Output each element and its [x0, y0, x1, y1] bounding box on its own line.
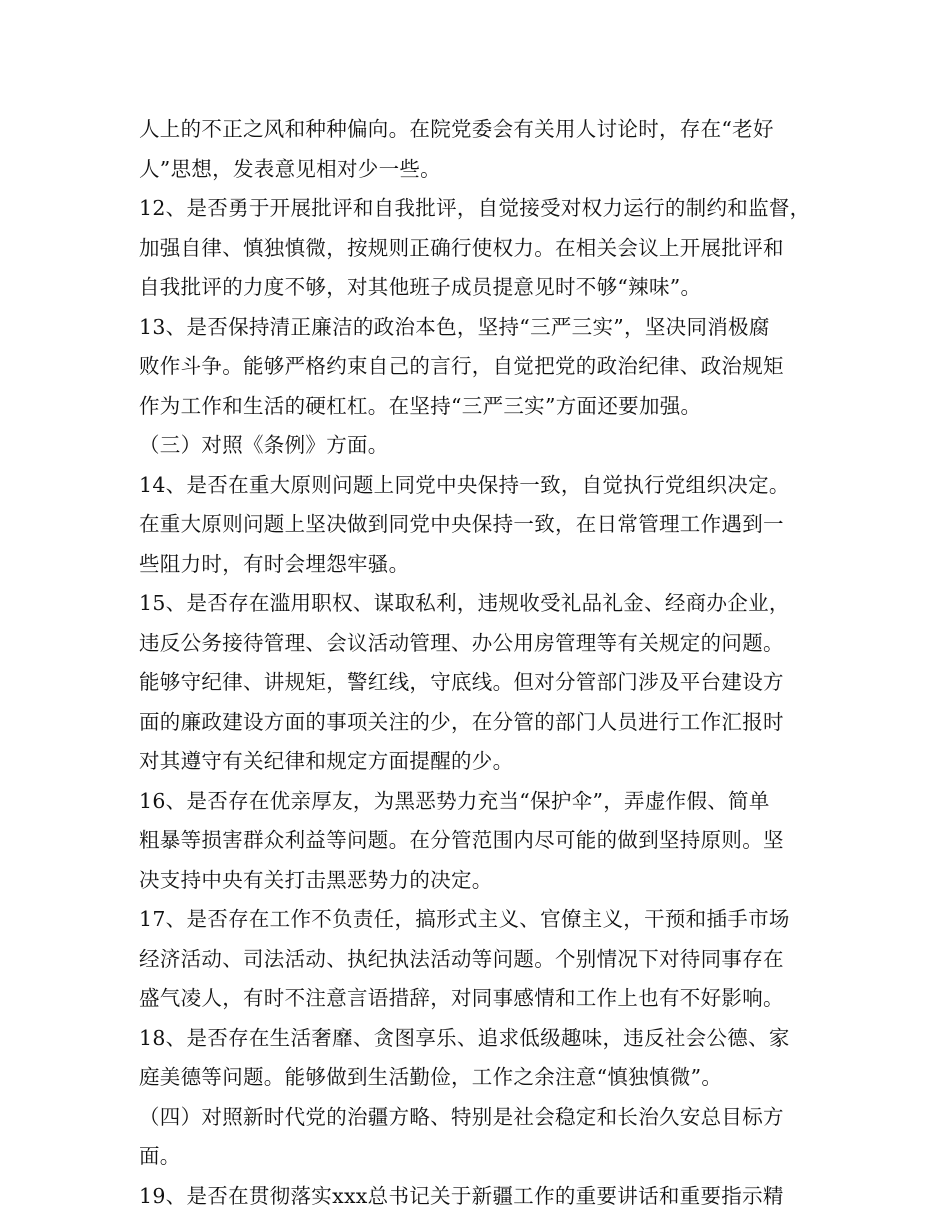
text-line: 14、是否在重大原则问题上同党中央保持一致，自觉执行党组织决定。 [139, 472, 790, 497]
section-heading: （三）对照《条例》方面。 [139, 433, 389, 457]
text-line: 些阻力时，有时会埋怨牢骚。 [139, 551, 410, 576]
text-line: 盛气凌人，有时不注意言语措辞，对同事感情和工作上也有不好影响。 [139, 986, 784, 1010]
text-line: 17、是否存在工作不负责任，搞形式主义、官僚主义，干预和插手市场 [139, 907, 790, 931]
text-line: 对其遵守有关纪律和规定方面提醒的少。 [139, 749, 514, 773]
text-line: 庭美德等问题。能够做到生活勤俭，工作之余注意“慎独慎微”。 [139, 1065, 723, 1089]
text-line: 18、是否存在生活奢靡、贪图享乐、追求低级趣味，违反社会公德、家 [139, 1025, 790, 1050]
text-line: 经济活动、司法活动、执纪执法活动等问题。个别情况下对待同事存在 [139, 946, 784, 971]
text-line: 自我批评的力度不够，对其他班子成员提意见时不够“辣味”。 [139, 275, 702, 299]
text-line: 作为工作和生活的硬杠杠。在坚持“三严三实”方面还要加强。 [139, 393, 702, 418]
text-line: 粗暴等损害群众利益等问题。在分管范围内尽可能的做到坚持原则。坚 [139, 828, 784, 852]
text-line: 决支持中央有关打击黑恶势力的决定。 [139, 867, 493, 892]
text-line: 19、是否在贯彻落实xxx总书记关于新疆工作的重要讲话和重要指示精 [139, 1183, 784, 1208]
text-line: 败作斗争。能够严格约束自己的言行，自觉把党的政治纪律、政治规矩 [139, 354, 784, 378]
text-line: 人”思想，发表意见相对少一些。 [139, 156, 441, 181]
text-line: 12、是否勇于开展批评和自我批评，自觉接受对权力运行的制约和监督， [139, 196, 811, 220]
section-heading: （四）对照新时代党的治疆方略、特别是社会稳定和长治久安总目标方 [139, 1104, 784, 1129]
text-line: 加强自律、慎独慎微，按规则正确行使权力。在相关会议上开展批评和 [139, 235, 784, 260]
text-line: 能够守纪律、讲规矩，警红线，守底线。但对分管部门涉及平台建设方 [139, 670, 784, 694]
document-body [139, 110, 829, 1216]
text-line: 15、是否存在滥用职权、谋取私利，违规收受礼品礼金、经商办企业， [139, 591, 790, 615]
text-line: 在重大原则问题上坚决做到同党中央保持一致，在日常管理工作遇到一 [139, 512, 784, 536]
text-line: 16、是否存在优亲厚友，为黑恶势力充当“保护伞”，弄虚作假、简单 [139, 788, 770, 813]
section-heading: 面。 [139, 1144, 181, 1168]
text-line: 违反公务接待管理、会议活动管理、办公用房管理等有关规定的问题。 [139, 630, 784, 655]
text-line: 面的廉政建设方面的事项关注的少，在分管的部门人员进行工作汇报时 [139, 709, 784, 734]
text-line: 人上的不正之风和种种偏向。在院党委会有关用人讨论时，存在“老好 [139, 117, 774, 141]
text-line: 13、是否保持清正廉洁的政治本色，坚持“三严三实”，坚决同消极腐 [139, 314, 770, 339]
